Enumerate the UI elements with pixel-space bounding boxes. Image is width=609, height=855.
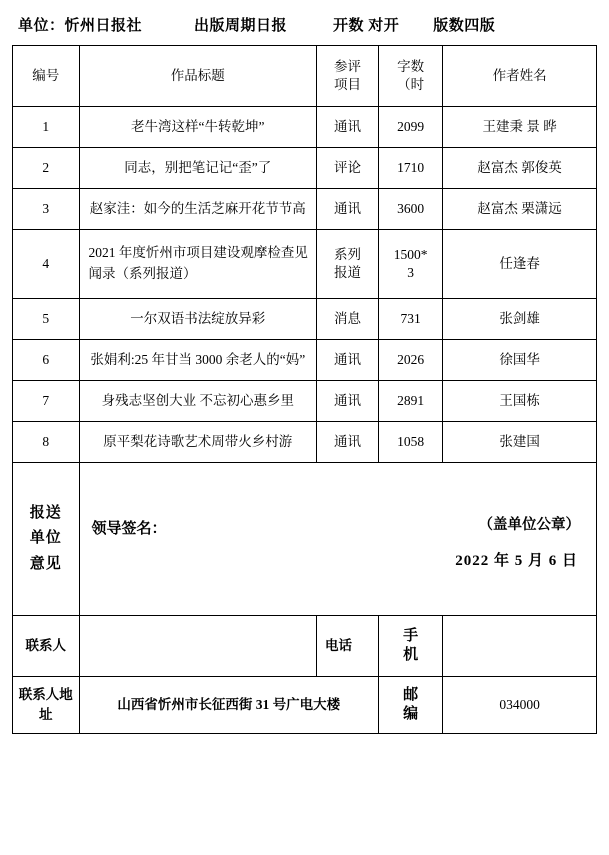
cell-title: 一尔双语书法绽放异彩: [79, 299, 317, 340]
header-publish-cycle: 出版周期日报: [194, 18, 288, 34]
submission-date: 2022 年 5 月 6 日: [455, 553, 578, 569]
cell-title-text: 2021 年度忻州市项目建设观摩检查见闻录（系列报道）: [88, 245, 308, 281]
cell-words: [378, 230, 442, 299]
address-row: [13, 677, 597, 734]
cell-title: 赵家洼：如今的生活芝麻开花节节高: [79, 189, 317, 230]
cell-title: 张娟利:25 年甘当 3000 余老人的“妈”: [79, 340, 317, 381]
zip-label-line1: 邮: [403, 687, 419, 704]
cell-words: 2891: [378, 381, 442, 422]
header-cell-item-line2: 项目: [334, 77, 361, 92]
header-cell-item-line1: 参评: [334, 59, 361, 75]
table-row: [13, 381, 597, 422]
cell-title: 同志，别把笔记记“歪”了: [79, 148, 317, 189]
cell-words: 1710: [378, 148, 442, 189]
header-cell-words-line1: 字数: [397, 59, 425, 75]
cell-item: 通讯: [317, 189, 379, 230]
submission-table: [12, 45, 597, 734]
cell-author: 徐国华: [443, 340, 597, 381]
contact-person-value[interactable]: [79, 616, 317, 677]
cell-item: 评论: [317, 148, 379, 189]
table-row: [13, 422, 597, 463]
document-header: [12, 14, 597, 45]
cell-no: 4: [13, 230, 80, 299]
cell-title: 老牛湾这样“牛转乾坤”: [79, 107, 317, 148]
cell-item-line2: 报道: [334, 265, 361, 280]
header-format: 开数 对开: [333, 18, 400, 34]
header-unit: 单位：忻州日报社: [18, 18, 143, 34]
cell-author: 任逢春: [443, 230, 597, 299]
zip-label-line2: 编: [403, 706, 419, 722]
cell-item: 消息: [317, 299, 379, 340]
table-row: [13, 107, 597, 148]
cell-words: 2026: [378, 340, 442, 381]
cell-no: 6: [13, 340, 80, 381]
table-row: [13, 148, 597, 189]
header-cell-title: 作品标题: [79, 46, 317, 107]
cell-author: 王建秉 景 晔: [443, 107, 597, 148]
cell-title: 身残志坚创大业 不忘初心惠乡里: [79, 381, 317, 422]
cell-author: 张剑雄: [443, 299, 597, 340]
cell-words: 1058: [378, 422, 442, 463]
mobile-label-line2: 机: [403, 647, 419, 663]
mobile-label: [378, 616, 442, 677]
zip-label: [378, 677, 442, 734]
cell-no: 2: [13, 148, 80, 189]
cell-title: 原平梨花诗歌艺术周带火乡村游: [79, 422, 317, 463]
official-seal-label: （盖单位公章）: [478, 517, 580, 533]
leader-signature-label: 领导签名：: [91, 521, 167, 537]
cell-author: 张建国: [443, 422, 597, 463]
cell-item: 通讯: [317, 107, 379, 148]
cell-no: 3: [13, 189, 80, 230]
header-cell-no: 编号: [13, 46, 80, 107]
cell-title: [79, 230, 317, 299]
cell-item: 通讯: [317, 422, 379, 463]
cell-no: 8: [13, 422, 80, 463]
header-cell-words-line2: （时: [397, 77, 425, 92]
table-header-row: [13, 46, 597, 107]
cell-words-line2: 3: [407, 265, 414, 280]
cell-item: [317, 230, 379, 299]
opinion-label-cell: [13, 463, 80, 616]
mobile-value[interactable]: [443, 616, 597, 677]
opinion-label-line2: 单位: [29, 530, 62, 547]
table-row: [13, 340, 597, 381]
cell-no: 5: [13, 299, 80, 340]
phone-label: 电话: [317, 616, 379, 677]
opinion-label-line3: 意见: [29, 555, 62, 572]
address-label: 联系人地址: [13, 677, 80, 734]
opinion-label-line1: 报送: [29, 504, 62, 521]
header-cell-item: [317, 46, 379, 107]
zip-value[interactable]: 034000: [443, 677, 597, 734]
cell-words: 731: [378, 299, 442, 340]
address-value[interactable]: 山西省忻州市长征西街 31 号广电大楼: [79, 677, 378, 734]
cell-no: 1: [13, 107, 80, 148]
cell-words: 3600: [378, 189, 442, 230]
contact-person-label: 联系人: [13, 616, 80, 677]
cell-item: 通讯: [317, 381, 379, 422]
table-row: [13, 230, 597, 299]
cell-author: 赵富杰 栗潇远: [443, 189, 597, 230]
cell-author: 王国栋: [443, 381, 597, 422]
opinion-row: [13, 463, 597, 616]
header-cell-words: [378, 46, 442, 107]
table-row: [13, 189, 597, 230]
cell-no: 7: [13, 381, 80, 422]
cell-author: 赵富杰 郭俊英: [443, 148, 597, 189]
cell-words-line1: 1500*: [393, 247, 428, 263]
cell-words: 2099: [378, 107, 442, 148]
cell-item-line1: 系列: [334, 247, 361, 263]
table-row: [13, 299, 597, 340]
opinion-body-cell: [79, 463, 596, 616]
cell-item: 通讯: [317, 340, 379, 381]
mobile-label-line1: 手: [403, 628, 419, 645]
contact-row: [13, 616, 597, 677]
header-cell-author: 作者姓名: [443, 46, 597, 107]
header-page-count: 版数四版: [433, 18, 496, 34]
